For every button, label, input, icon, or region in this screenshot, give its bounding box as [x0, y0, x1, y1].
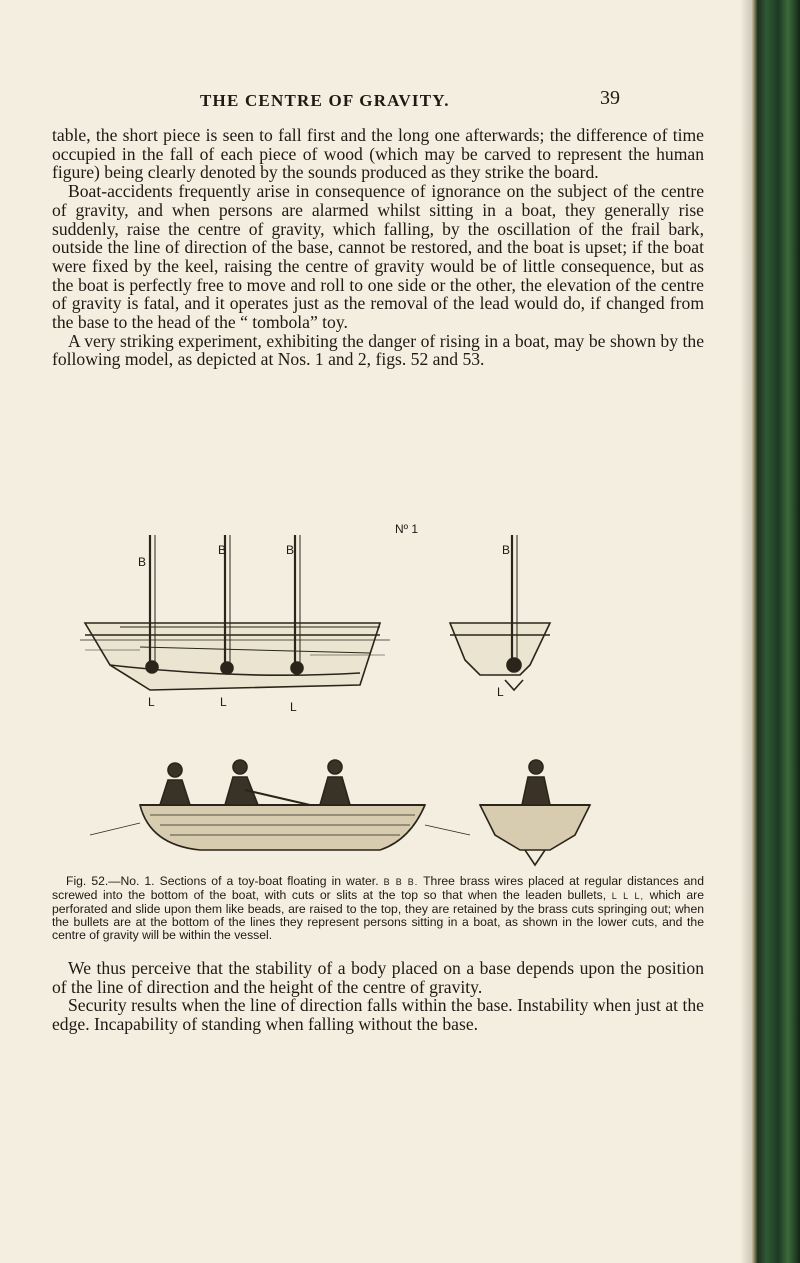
- label-l: L: [290, 700, 297, 714]
- paragraph: We thus perceive that the stability of a body placed on a base depends upon the position of the line of direction and the height of the centre of gravity.: [52, 958, 704, 997]
- label-b: B: [218, 543, 227, 557]
- paragraph: Boat-accidents frequently arise in consequence of ignorance on the subject of the centre of gravity, and when persons are alarmed whilst sitting in a boat, they generally rise suddenly, raise the centre of gravity, which falling, by the oscillation of the frail bark, outside the line of direction of the base, cannot be restored, and the boat is upset; if the boat were fixed by the keel, raising the centre of gravity would be of little consequence, but as the boat is perfectly free to move and roll to one side or the other, the elevation of the centre of gravity is fatal, and it operates just as the removal of the lead would do, if changed from the base to the head of the “ tombola” toy.: [52, 181, 704, 333]
- figure-52: [80, 505, 720, 870]
- boat-diagram: [80, 505, 720, 870]
- caption-lead: Fig. 52.—No. 1. Sections of a toy-boat floating in water.: [66, 874, 379, 888]
- label-b: B: [138, 555, 147, 569]
- book-binding: [752, 0, 800, 1263]
- caption-text: Three brass wires placed at regular distances and screwed into the bottom of the boat, with cuts or slits at the top so that when the leaden bullets,: [52, 874, 704, 902]
- paragraph: table, the short piece is seen to fall first and the long one afterwards; the difference of time occupied in the fall of each piece of wood (which may be carved to represent the human figure) being clearly denoted by the sounds produced as they strike the board.: [52, 125, 704, 183]
- label-l: L: [148, 695, 155, 709]
- page-header: [0, 87, 760, 115]
- paragraph: Security results when the line of direction falls within the base. Instability when just at the edge. Incapability of standing when falling without the base.: [52, 995, 704, 1035]
- running-head: THE CENTRE OF GRAVITY.: [200, 91, 450, 110]
- body-text-top: [52, 126, 704, 369]
- label-b: B: [286, 543, 295, 557]
- label-b: B: [502, 543, 511, 557]
- body-text-bottom: [52, 959, 704, 1034]
- caption-letters: B B B.: [383, 877, 419, 887]
- caption-text: which are perforated and slide upon them like beads, are raised to the top, they are retained by the brass cuts springing out; when the bullets are at the bottom of the lines they represent persons sitting in a boat, as shown in the lower cuts, and the centre of gravity will be within the vessel.: [52, 887, 705, 942]
- figure-caption: [52, 875, 704, 942]
- paragraph: A very striking experiment, exhibiting the danger of rising in a boat, may be shown by the following model, as depicted at Nos. 1 and 2, figs. 52 and 53.: [52, 330, 704, 370]
- page-number: 39: [600, 87, 620, 109]
- label-l: L: [497, 685, 504, 699]
- caption-letters: L L L,: [611, 890, 645, 901]
- figure-number-label: Nº 1: [395, 522, 419, 536]
- label-l: L: [220, 695, 227, 709]
